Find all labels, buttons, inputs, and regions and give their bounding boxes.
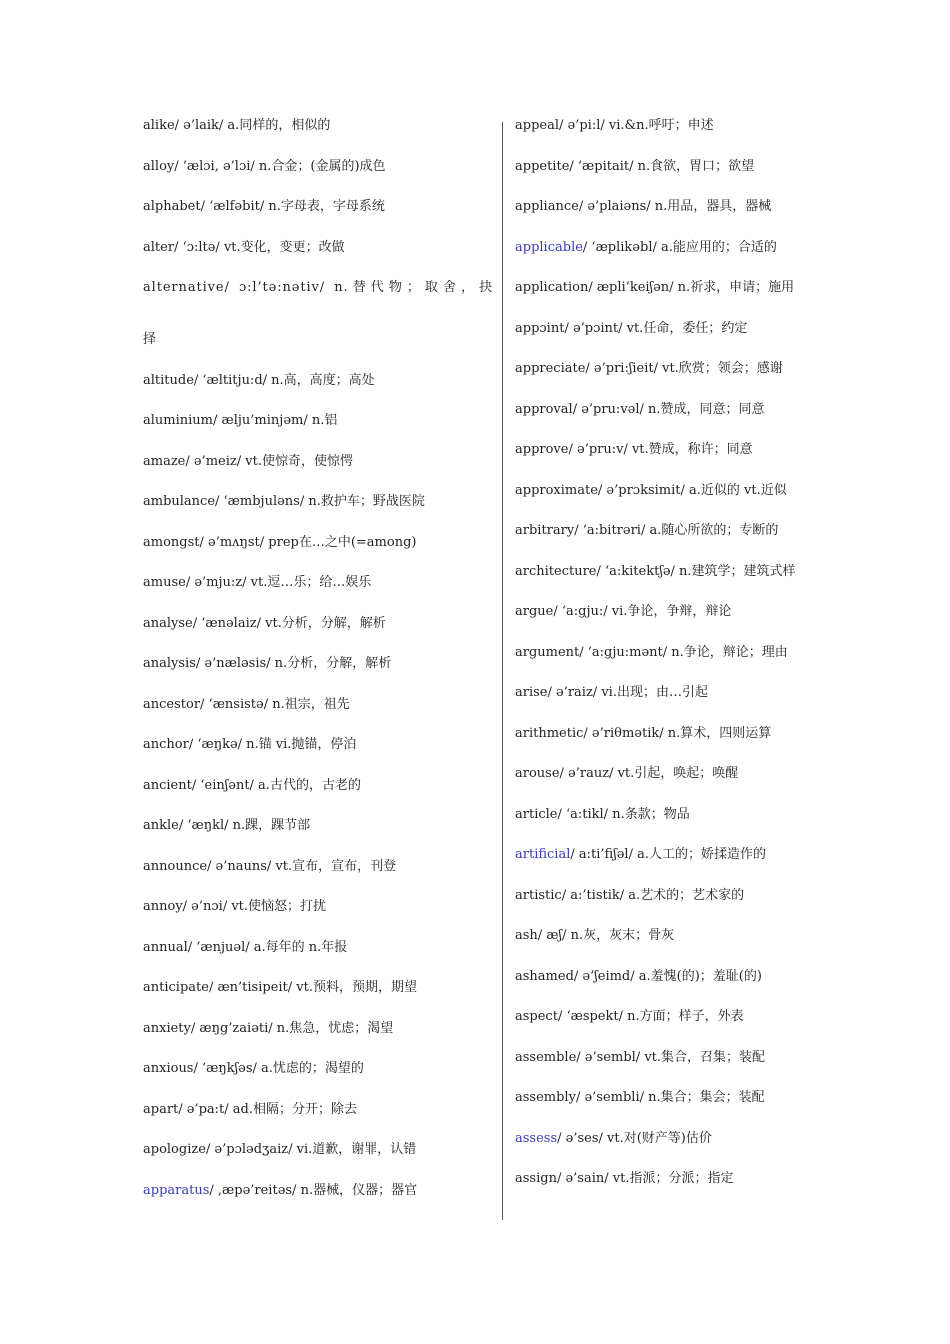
entry-word: anticipate [143,980,209,995]
entry-word: ambulance [143,494,216,509]
vocab-entry [515,805,855,825]
vocab-entry [143,1059,493,1079]
entry-definition: / ə’riθmətik/ n.算术，四则运算 [583,725,772,741]
vocab-entry [515,967,855,987]
vocab-entry [143,371,493,391]
vocab-entry [515,319,855,339]
right-column [515,116,855,1210]
vocab-entry [143,411,493,431]
entry-definition: / ə’meiz/ vt.使惊奇，使惊愕 [185,453,353,469]
entry-definition: / ‘ænsistə/ n.祖宗，祖先 [200,696,350,712]
vocab-entry [515,926,855,946]
entry-word: ash [515,928,538,943]
entry-word: assemble [515,1049,577,1065]
vocab-entry [515,238,855,258]
entry-definition: / æpli’keiʃən/ n.祈求，申请；施用 [588,280,795,295]
vocab-entry [143,816,493,836]
entry-definition: / ‘æplikəbl/ a.能应用的；合适的 [582,239,777,255]
entry-definition: / ə’pru:v/ vt.赞成，称许；同意 [568,442,753,457]
vocab-entry [143,1019,493,1039]
entry-definition: / ‘ælfəbit/ n.字母表，字母系统 [200,199,385,214]
entry-definition: / ‘a:kitektʃə/ n.建筑学；建筑式样 [596,563,796,579]
entry-word: argument [515,644,580,660]
vocab-entry [515,1088,855,1108]
entry-definition: / ə’mʌŋst/ prep在…之中(=among) [199,534,417,550]
entry-definition: / a:’tistik/ a.艺术的；艺术家的 [561,887,745,903]
entry-word: aspect [515,1009,558,1024]
vocab-entry [515,481,855,501]
column-divider [502,122,503,1220]
entry-definition: / ə’plaiəns/ n.用品，器具，器械 [578,199,772,214]
entry-definition: / ə’sembl/ vt.集合，召集；装配 [576,1049,766,1065]
entry-definition: / ə’sain/ vt.指派；分派；指定 [556,1171,734,1186]
vocab-entry [515,602,855,622]
vocab-entry [143,1181,493,1201]
vocab-entry [515,683,855,703]
entry-definition: / ‘einʃənt/ a.古代的，古老的 [191,777,361,793]
entry-definition: / æn’tisipeit/ vt.预料，预期，期望 [208,980,417,995]
vocab-entry [515,440,855,460]
vocab-entry [143,1140,493,1160]
vocab-entry [143,776,493,796]
entry-word: alter [143,239,175,255]
entry-definition: / ‘æŋkl/ n.踝，踝节部 [178,818,311,833]
entry-word: article [515,806,558,822]
entry-word: altitude [143,372,194,388]
entry-definition: / ə’laik/ a.同样的，相似的 [174,118,331,133]
entry-definition: / ‘æmbjuləns/ n.救护车；野战医院 [215,494,425,509]
vocab-entry [143,492,493,512]
vocab-entry [143,695,493,715]
entry-definition: / ə’prɔksimit/ a.近似的 vt.近似 [597,482,787,498]
entry-word: assembly [515,1090,576,1105]
vocab-entry [515,1048,855,1068]
entry-word: analyse [143,615,193,631]
left-column [143,116,493,1221]
entry-word: arithmetic [515,725,584,741]
entry-definition: / a:ti’fiʃəl/ a.人工的；娇揉造作的 [570,847,766,862]
entry-word: approval [515,401,573,417]
vocab-entry [143,533,493,553]
entry-word: ankle [143,818,179,833]
entry-word: annoy [143,899,183,914]
vocab-entry [515,400,855,420]
entry-definition: / ə’pru:vəl/ n.赞成，同意；同意 [572,401,765,417]
entry-word: appliance [515,199,579,214]
entry-definition: / æʃ/ n.灰，灰末；骨灰 [537,928,675,943]
entry-definition-continued: 择 [143,332,157,347]
entry-word: appetite [515,158,570,174]
vocab-entry [515,562,855,582]
entry-word-link[interactable]: assess [515,1130,558,1146]
entry-word: anchor [143,737,189,752]
entry-word-link[interactable]: apparatus [143,1182,210,1198]
entry-definition: / ə’pɔint/ vt.任命，委任；约定 [564,320,748,336]
entry-word: amongst [143,534,200,550]
vocab-entry [515,1169,855,1189]
entry-word: architecture [515,563,597,579]
entry-definition: / ‘æltitju:d/ n.高，高度；高处 [193,372,375,388]
entry-definition: / ə’rauz/ vt.引起，唤起；唤醒 [559,766,739,781]
entry-word: approximate [515,482,598,498]
vocab-entry [515,278,855,298]
entry-definition: / ‘a:tikl/ n.条款；物品 [557,806,690,822]
vocab-entry [515,157,855,177]
vocab-entry [143,938,493,958]
entry-definition: / ə’pri:ʃieit/ vt.欣赏；领会；感谢 [585,361,783,376]
vocab-entry [143,897,493,917]
entry-definition: / ə’næləsis/ n.分析，分解，解析 [195,656,392,671]
entry-word: argue [515,604,554,619]
entry-definition: / ‘æspekt/ n.方面；样子，外表 [557,1009,744,1024]
entry-word: aluminium [143,413,213,428]
entry-word: announce [143,858,208,874]
vocab-entry [515,521,855,541]
entry-word: apart [143,1101,179,1117]
vocab-entry [143,978,493,998]
vocab-entry [143,614,493,634]
vocab-entry [515,116,855,136]
entry-word: alternative [143,280,225,295]
entry-word: annual [143,939,188,955]
entry-definition: / ‘a:gju:mənt/ n.争论，辩论；理由 [579,644,788,660]
vocab-entry [143,857,493,877]
vocab-entry [515,724,855,744]
entry-word: arouse [515,766,560,781]
entry-definition: / ‘ælɔi, ə’lɔi/ n.合金；(金属的)成色 [174,158,386,174]
entry-word: approve [515,442,569,457]
entry-definition: / ə’ses/ vt.对(财产等)估价 [557,1130,712,1146]
entry-definition: / æŋg’zaiəti/ n.焦急，忧虑；渴望 [190,1020,394,1036]
entry-definition: / ‘a:bitrəri/ a.随心所欲的；专断的 [574,523,779,538]
vocab-entry [515,359,855,379]
entry-word-link[interactable]: artificial [515,847,571,862]
entry-word: appeal [515,118,559,133]
vocab-entry [143,654,493,674]
entry-word: ashamed [515,968,574,984]
entry-word: ancient [143,777,192,793]
entry-word-link[interactable]: applicable [515,239,583,255]
entry-word: arise [515,685,548,700]
vocab-entry [143,735,493,755]
entry-definition: / ə’nauns/ vt.宣布，宣布，刊登 [207,858,397,874]
entry-word: analysis [143,656,196,671]
vocab-entry [143,116,493,136]
vocab-entry [143,157,493,177]
entry-definition: / ə’pi:l/ vi.&n.呼吁；申述 [559,118,714,133]
entry-definition: / ælju’minjəm/ n.铝 [213,413,338,428]
entry-definition: / ə’ʃeimd/ a.羞愧(的)；羞耻(的) [573,968,762,984]
vocab-entry [143,197,493,217]
vocab-entry [515,845,855,865]
entry-word: anxious [143,1061,194,1076]
entry-definition: / ‘ænjuəl/ a.每年的 n.年报 [187,939,348,955]
entry-word: anxiety [143,1020,191,1036]
entry-definition: / ‘ɔ:ltə/ vt.变化，变更；改做 [174,239,345,255]
entry-word: ancestor [143,696,201,712]
entry-word: appɔint [515,320,565,336]
entry-word: alloy [143,158,175,174]
entry-definition: / ‘æŋkə/ n.锚 vi.抛锚，停泊 [188,737,357,752]
entry-word: appreciate [515,361,586,376]
entry-first-line [143,278,493,298]
entry-word: alphabet [143,199,201,214]
vocab-entry [515,1129,855,1149]
entry-definition: / ‘a:gju:/ vi.争论，争辩，辩论 [553,604,732,619]
vocab-entry [143,452,493,472]
vocab-entry [143,278,493,350]
entry-definition: / ə’pɔlədʒaiz/ vi.道歉，谢罪，认错 [205,1142,417,1157]
vocab-entry [515,1007,855,1027]
entry-word: artistic [515,887,562,903]
entry-definition: / ,æpə’reitəs/ n.器械，仪器；器官 [209,1182,418,1198]
vocab-entry [515,197,855,217]
entry-word: alike [143,118,175,133]
entry-definition: / ‘ænəlaiz/ vt.分析，分解，解析 [192,615,386,631]
entry-word: arbitrary [515,523,575,538]
entry-definition: / ɔ:l’tə:nətiv/ n.替代物；取舍，抉 [224,280,493,295]
entry-word: amuse [143,575,186,590]
entry-definition: / ə’raiz/ vi.出现；由…引起 [547,685,708,700]
entry-definition: / ə’sembli/ n.集合；集会；装配 [575,1090,765,1105]
entry-word: assign [515,1171,557,1186]
entry-definition: / ‘æŋkʃəs/ a.忧虑的；渴望的 [193,1061,364,1076]
vocab-entry [143,238,493,258]
entry-word: apologize [143,1142,206,1157]
entry-definition: / ə’pa:t/ ad.相隔；分开；除去 [178,1101,357,1117]
vocab-entry [515,886,855,906]
entry-definition: / ə’nɔi/ vt.使恼怒；打扰 [182,899,327,914]
entry-definition: / ‘æpitait/ n.食欲，胃口；欲望 [569,158,755,174]
entry-word: amaze [143,453,186,469]
vocab-entry [515,643,855,663]
entry-word: application [515,280,589,295]
vocab-entry [143,1100,493,1120]
entry-definition: / ə’mju:z/ vt.逗…乐；给…娱乐 [185,575,372,590]
vocab-entry [143,573,493,593]
vocab-entry [515,764,855,784]
